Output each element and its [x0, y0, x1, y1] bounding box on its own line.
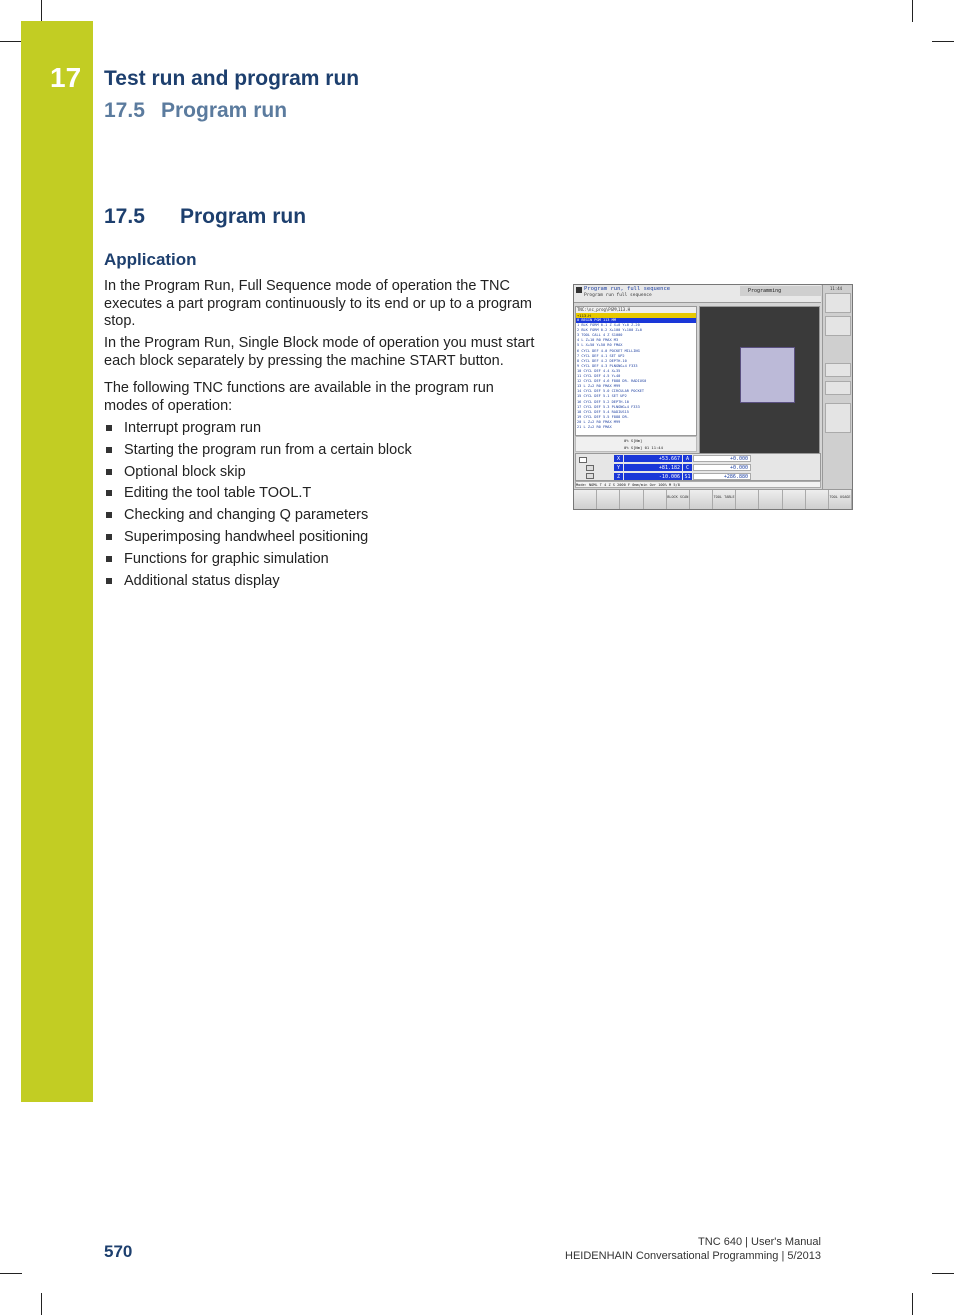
running-header-section — [104, 99, 287, 123]
section-heading — [104, 205, 306, 229]
program-line[interactable]: 5 L X+50 Y+50 R0 FMAX — [577, 343, 623, 348]
list-item-text: Superimposing handwheel positioning — [124, 528, 369, 545]
progress-panel — [575, 436, 697, 452]
chapter-sidebar — [21, 21, 93, 1102]
machine-icon[interactable] — [825, 293, 851, 313]
feed-icon — [586, 465, 594, 471]
feed-override-icon[interactable] — [825, 381, 851, 395]
axis-label: X — [614, 455, 623, 462]
list-item-text: Additional status display — [124, 572, 280, 589]
vertical-softkey-bar — [822, 285, 852, 489]
program-line[interactable]: 16 CYCL DEF 5.2 DEPTH-10 — [577, 399, 629, 404]
list-item-text: Checking and changing Q parameters — [124, 507, 369, 524]
bullet-icon — [106, 556, 112, 562]
footer-publication: HEIDENHAIN Conversational Programming | 5/2013 — [565, 1250, 821, 1262]
program-line[interactable]: 2 BLK FORM 0.2 X+100 Y+100 Z+0 — [577, 328, 642, 333]
paragraph: In the Program Run, Single Block mode of operation you must start each block separately by pressing the machine START button. — [104, 335, 535, 369]
bullet-list — [104, 419, 412, 593]
position-row — [614, 455, 758, 463]
workpiece-graphic — [740, 347, 795, 403]
bullet-icon — [106, 447, 112, 453]
bullet-icon — [106, 490, 112, 496]
crop-mark — [932, 41, 954, 42]
program-line[interactable]: 13 L Z+2 R0 FMAX M99 — [577, 384, 621, 389]
list-item — [104, 572, 412, 594]
program-line[interactable]: 21 L Z+2 R0 FMAX — [577, 424, 612, 429]
bullet-icon — [106, 534, 112, 540]
softkey-tool-table[interactable]: TOOL TABLE — [713, 490, 736, 509]
crop-mark — [0, 1273, 22, 1274]
softkey[interactable] — [620, 490, 643, 509]
bullet-icon — [106, 578, 112, 584]
program-line[interactable]: 3 TOOL CALL 4 Z S1000 — [577, 333, 623, 338]
chapter-number: 17 — [50, 62, 82, 93]
graphic-simulation — [699, 306, 820, 455]
bullet-icon — [106, 512, 112, 518]
program-line[interactable]: 10 CYCL DEF 4.4 X+35 — [577, 368, 621, 373]
list-item — [104, 484, 412, 506]
tnc-mode-subtitle: Program run full sequence — [584, 293, 652, 298]
clock: 11:44 — [830, 286, 843, 291]
paragraph: In the Program Run, Full Sequence mode of operation the TNC executes a part program continuously to its end or up to a program stop. — [104, 278, 532, 329]
program-line[interactable]: 1 BLK FORM 0.1 Z X+0 Y+0 Z-20 — [577, 323, 640, 328]
program-line[interactable]: 0 BEGIN PGM 113 MM — [576, 318, 696, 323]
list-item — [104, 419, 412, 441]
crop-mark — [0, 41, 22, 42]
status-row: Mode: NOML T 4 Z S 2000 F 0mm/min Ovr 100% M 5/8 — [575, 481, 821, 488]
bullet-icon — [106, 425, 112, 431]
spindle-override-icon[interactable] — [825, 363, 851, 377]
position-row — [614, 473, 758, 481]
axis-value: +0.000 — [693, 464, 751, 471]
axis-value: +81.182 — [624, 464, 682, 471]
axis-value: +53.667 — [624, 455, 682, 462]
program-line[interactable]: 18 CYCL DEF 5.4 RADIUS15 — [577, 409, 629, 414]
tnc-program-list — [575, 306, 697, 436]
program-line[interactable]: 15 CYCL DEF 5.1 SET UP2 — [577, 394, 627, 399]
program-line[interactable]: 11 CYCL DEF 4.5 Y+40 — [577, 374, 621, 379]
running-header-number: 17.5 — [104, 99, 145, 122]
softkey-block-scan[interactable]: BLOCK SCAN — [667, 490, 690, 509]
softkey[interactable] — [759, 490, 782, 509]
softkey[interactable] — [644, 490, 667, 509]
list-item-text: Optional block skip — [124, 463, 246, 480]
program-line[interactable]: 8 CYCL DEF 4.2 DEPTH-10 — [577, 358, 627, 363]
tnc-mode-bar — [574, 285, 821, 303]
spindle-icon — [579, 457, 587, 463]
crop-mark — [41, 1293, 42, 1315]
program-line[interactable]: 19 CYCL DEF 5.5 F888 DR- — [577, 414, 629, 419]
axis-label: Z — [614, 473, 623, 480]
list-item-text: Starting the program run from a certain block — [124, 441, 412, 458]
list-item — [104, 550, 412, 572]
footer-manual: TNC 640 | User's Manual — [698, 1236, 821, 1248]
progress-text: 0% S[Nm] 01 11:44 — [624, 445, 663, 450]
program-line[interactable]: 6 CYCL DEF 4.0 POCKET MILLING — [577, 348, 640, 353]
softkey[interactable] — [783, 490, 806, 509]
list-item-text: Editing the tool table TOOL.T — [124, 485, 312, 502]
program-path: TNC:\nc_prog\PGM\113.H — [576, 307, 696, 313]
program-list-header: →113.H — [576, 313, 696, 318]
tnc-screenshot — [573, 284, 853, 510]
running-header-title: Program run — [161, 99, 288, 122]
tnc-mode-title: Program run, full sequence — [584, 286, 671, 292]
crop-mark — [932, 1273, 954, 1274]
position-row — [614, 464, 758, 472]
tnc-programming-tab[interactable]: Programming — [740, 286, 821, 296]
list-item-text: Interrupt program run — [124, 420, 262, 436]
softkey[interactable] — [806, 490, 829, 509]
softkey-tool-usage[interactable]: TOOL USAGE — [829, 490, 852, 509]
list-item — [104, 441, 412, 463]
override-icon — [586, 473, 594, 479]
progress-text: 0% S[Nm] — [624, 438, 643, 443]
program-line[interactable]: 9 CYCL DEF 4.3 PLNGNG+4 F333 — [577, 363, 638, 368]
list-item — [104, 528, 412, 550]
list-item — [104, 506, 412, 528]
softkey[interactable] — [597, 490, 620, 509]
crop-mark — [912, 0, 913, 22]
program-line[interactable]: 4 L Z+10 R0 FMAX M3 — [577, 338, 619, 343]
position-display — [575, 453, 821, 481]
program-line[interactable]: 14 CYCL DEF 5.0 CIRCULAR POCKET — [577, 389, 645, 394]
axis-label: C — [683, 464, 692, 471]
list-item — [104, 463, 412, 485]
axis-label: A — [683, 455, 692, 462]
rapid-override-icon[interactable] — [825, 403, 851, 433]
bullet-icon — [106, 469, 112, 475]
axis-value: +0.000 — [693, 455, 751, 462]
list-item-text: Functions for graphic simulation — [124, 550, 329, 567]
program-line[interactable]: 12 CYCL DEF 4.6 F888 DR- RADIUS0 — [577, 379, 647, 384]
softkey[interactable] — [574, 490, 597, 509]
mode-icon — [576, 287, 582, 293]
axis-value: -10.006 — [624, 473, 682, 480]
softkey-bar — [574, 489, 852, 509]
subsection-heading: Application — [104, 250, 197, 269]
page-number: 570 — [104, 1242, 133, 1261]
axis-label: Y — [614, 464, 623, 471]
crop-mark — [912, 1293, 913, 1315]
program-line[interactable]: 7 CYCL DEF 4.1 SET UP2 — [577, 353, 625, 358]
softkey[interactable] — [690, 490, 713, 509]
section-number: 17.5 — [104, 205, 145, 228]
section-title: Program run — [180, 205, 307, 228]
axis-label: S1 — [684, 474, 691, 480]
program-line[interactable]: 17 CYCL DEF 5.3 PLNGNG+4 F333 — [577, 404, 640, 409]
program-line[interactable]: 20 L Z+2 R0 FMAX M99 — [577, 419, 621, 424]
paragraph: The following TNC functions are available in the program run modes of operation: — [104, 380, 494, 414]
chapter-title: Test run and program run — [104, 67, 360, 90]
tool-icon[interactable] — [825, 316, 851, 336]
softkey[interactable] — [736, 490, 759, 509]
crop-mark — [41, 0, 42, 22]
axis-value: +286.880 — [693, 473, 751, 480]
